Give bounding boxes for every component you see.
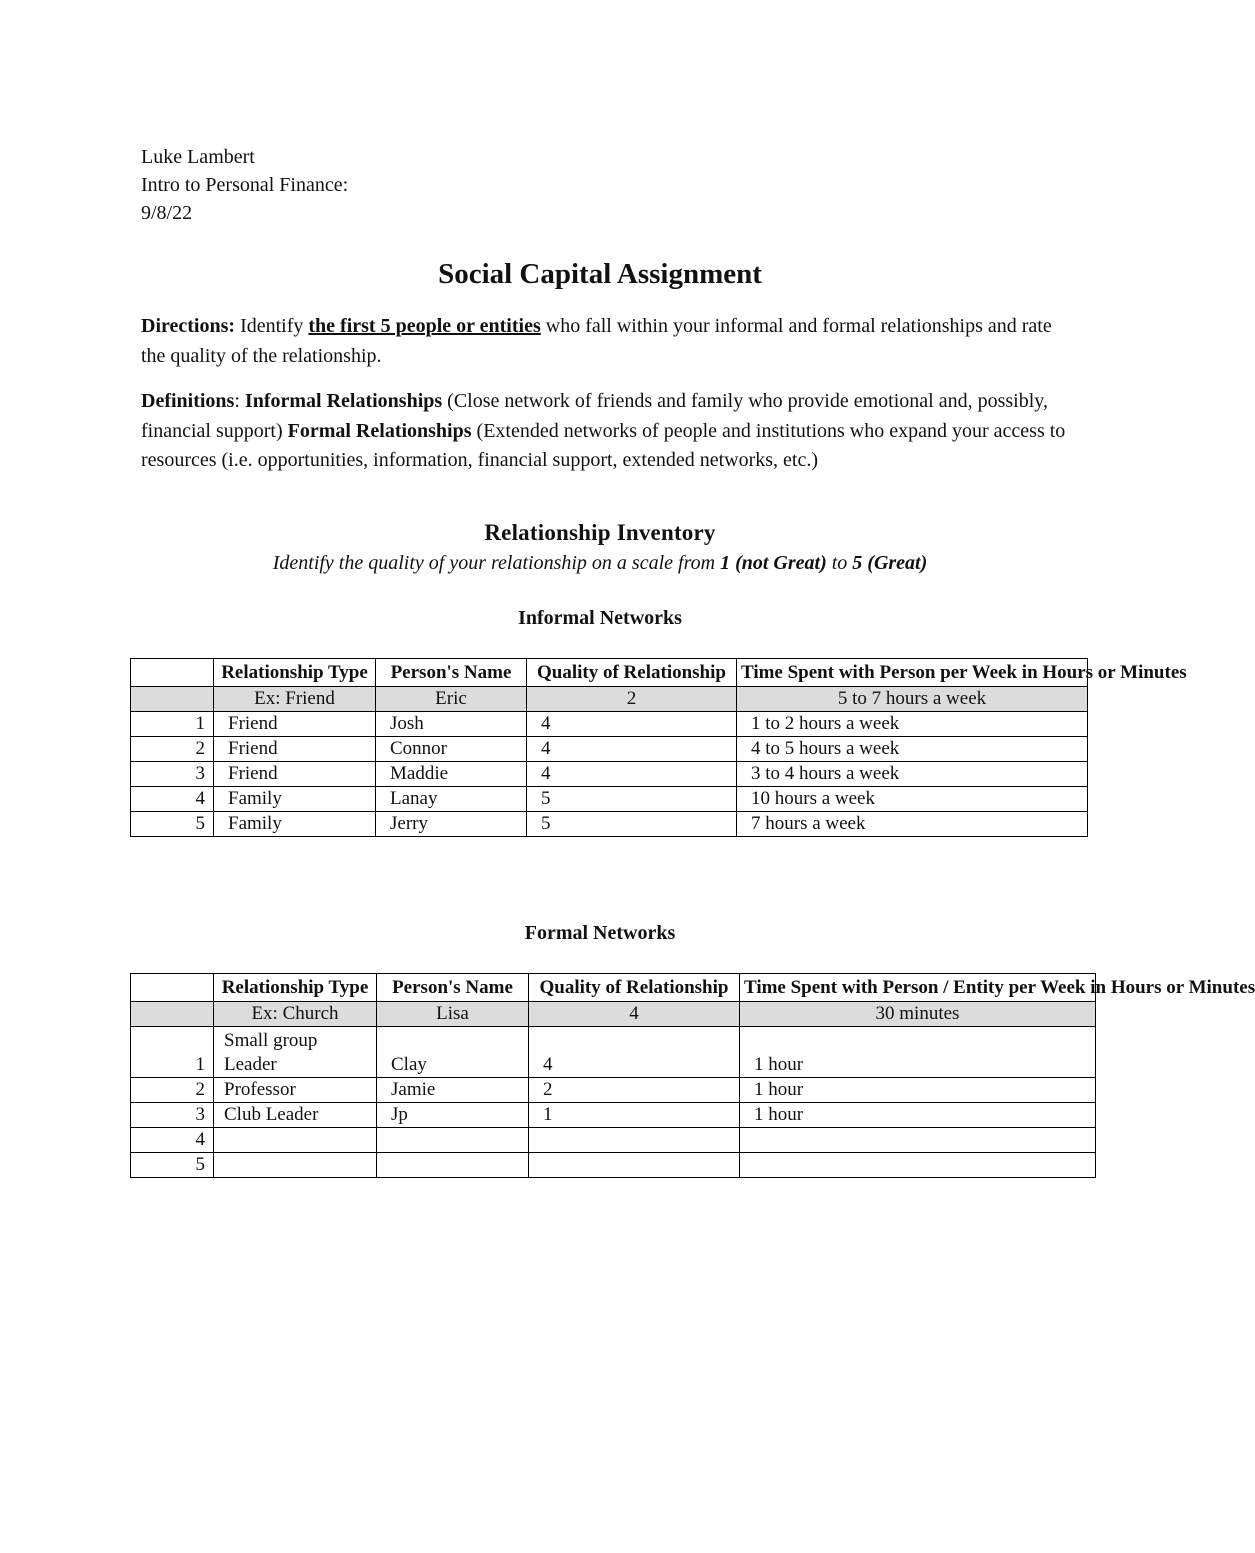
person-name-cell: Clay <box>377 1027 529 1078</box>
person-name-cell: Lanay <box>376 787 527 812</box>
formal-relationships-text: (Extended networks of people and institutions who expand your access to resources (i.e. opportunities, information, financial support, extended networks, etc.) <box>141 419 1066 471</box>
directions-paragraph <box>141 312 1071 371</box>
row-number: 2 <box>131 1078 214 1103</box>
example-cell <box>131 687 214 712</box>
informal-relationships-label: Informal Relationships <box>244 390 443 412</box>
example-cell: Ex: Church <box>214 1002 377 1027</box>
row-number: 1 <box>131 712 214 737</box>
person-name-cell: Jamie <box>377 1078 529 1103</box>
example-cell: 30 minutes <box>740 1002 1096 1027</box>
relationship-type-cell: Professor <box>214 1078 377 1103</box>
table-row <box>131 1153 1096 1178</box>
person-name-cell: Jerry <box>376 812 527 837</box>
table-row <box>131 712 1088 737</box>
table-row <box>131 1027 1096 1078</box>
quality-cell: 5 <box>527 812 737 837</box>
person-name-cell: Connor <box>376 737 527 762</box>
header-cell <box>131 659 214 687</box>
table-row <box>131 1103 1096 1128</box>
relationship-type-cell <box>214 1128 377 1153</box>
time-spent-cell <box>740 1128 1096 1153</box>
informal-networks-table <box>130 658 1187 837</box>
inventory-sub-2: to <box>826 552 853 574</box>
example-cell: Ex: Friend <box>214 687 376 712</box>
header-cell: Relationship Type <box>214 974 377 1002</box>
example-cell: Eric <box>376 687 527 712</box>
student-header <box>141 143 348 227</box>
quality-cell: 4 <box>527 712 737 737</box>
header-cell: Person's Name <box>377 974 529 1002</box>
relationship-type-cell: Friend <box>214 762 376 787</box>
definitions-sep: : <box>234 390 245 412</box>
person-name-cell: Maddie <box>376 762 527 787</box>
row-number: 1 <box>131 1027 214 1078</box>
time-spent-cell <box>740 1153 1096 1178</box>
time-spent-cell: 1 hour <box>740 1103 1096 1128</box>
directions-emphasis: the first 5 people or entities <box>308 315 541 337</box>
person-name-cell <box>377 1128 529 1153</box>
assignment-date: 9/8/22 <box>141 202 193 224</box>
page-title: Social Capital Assignment <box>438 258 762 290</box>
quality-cell <box>529 1128 740 1153</box>
table-row <box>131 1128 1096 1153</box>
example-row <box>131 687 1088 712</box>
directions-label: Directions: <box>141 315 236 337</box>
example-cell: Lisa <box>377 1002 529 1027</box>
time-spent-cell: 1 hour <box>740 1078 1096 1103</box>
time-spent-cell: 1 to 2 hours a week <box>737 712 1088 737</box>
person-name-cell: Jp <box>377 1103 529 1128</box>
definitions-label: Definitions <box>141 390 235 412</box>
relationship-type-cell <box>214 1153 377 1178</box>
directions-text-2: who fall within your informal and formal relationships and rate the quality of the relationship. <box>141 315 1052 367</box>
header-cell: Quality of Relationship <box>527 659 737 687</box>
time-spent-cell: 10 hours a week <box>737 787 1088 812</box>
time-spent-cell: 3 to 4 hours a week <box>737 762 1088 787</box>
scale-low-label: 1 (not Great) <box>720 552 827 574</box>
example-cell: 2 <box>527 687 737 712</box>
quality-cell: 5 <box>527 787 737 812</box>
relationship-type-cell: Club Leader <box>214 1103 377 1128</box>
example-cell <box>131 1002 214 1027</box>
inventory-subtitle <box>0 552 1200 575</box>
table-row <box>131 762 1088 787</box>
scale-high-label: 5 (Great) <box>852 552 928 574</box>
example-cell: 4 <box>529 1002 740 1027</box>
relationship-type-cell: Family <box>214 812 376 837</box>
row-number: 4 <box>131 1128 214 1153</box>
formal-networks-table <box>130 973 1255 1178</box>
quality-cell: 4 <box>529 1027 740 1078</box>
table-row <box>131 737 1088 762</box>
student-name: Luke Lambert <box>141 146 255 168</box>
person-name-cell <box>377 1153 529 1178</box>
table-row <box>131 1078 1096 1103</box>
time-spent-cell: 7 hours a week <box>737 812 1088 837</box>
course-name: Intro to Personal Finance: <box>141 174 349 196</box>
relationship-type-cell: Family <box>214 787 376 812</box>
inventory-sub-1: Identify the quality of your relationship on a scale from <box>272 552 721 574</box>
example-row <box>131 1002 1096 1027</box>
header-cell: Time Spent with Person / Entity per Week in Hours or Minutes <box>740 974 1096 1002</box>
row-number: 4 <box>131 787 214 812</box>
row-number: 3 <box>131 762 214 787</box>
quality-cell: 2 <box>529 1078 740 1103</box>
quality-cell: 4 <box>527 737 737 762</box>
definitions-paragraph <box>141 387 1071 476</box>
row-number: 5 <box>131 1153 214 1178</box>
relationship-type-cell: Small group Leader <box>214 1027 377 1078</box>
table-row <box>131 787 1088 812</box>
relationship-type-cell: Friend <box>214 712 376 737</box>
header-cell: Person's Name <box>376 659 527 687</box>
formal-relationships-label: Formal Relationships <box>287 419 472 442</box>
relationship-type-cell: Friend <box>214 737 376 762</box>
table-header-row <box>131 659 1088 687</box>
row-number: 5 <box>131 812 214 837</box>
row-number: 2 <box>131 737 214 762</box>
time-spent-cell: 4 to 5 hours a week <box>737 737 1088 762</box>
informal-networks-title: Informal Networks <box>518 607 682 629</box>
formal-networks-title: Formal Networks <box>524 922 676 944</box>
informal-relationships-text: (Close network of friends and family who provide emotional and, possibly, financial support) <box>141 390 1048 442</box>
header-cell <box>131 974 214 1002</box>
time-spent-cell: 1 hour <box>740 1027 1096 1078</box>
table-header-row <box>131 974 1096 1002</box>
table-row <box>131 812 1088 837</box>
quality-cell: 4 <box>527 762 737 787</box>
header-cell: Quality of Relationship <box>529 974 740 1002</box>
quality-cell <box>529 1153 740 1178</box>
header-cell: Time Spent with Person per Week in Hours or Minutes <box>737 659 1088 687</box>
header-cell: Relationship Type <box>214 659 376 687</box>
row-number: 3 <box>131 1103 214 1128</box>
inventory-title: Relationship Inventory <box>484 520 716 545</box>
person-name-cell: Josh <box>376 712 527 737</box>
directions-text-1: Identify <box>235 315 309 337</box>
example-cell: 5 to 7 hours a week <box>737 687 1088 712</box>
quality-cell: 1 <box>529 1103 740 1128</box>
